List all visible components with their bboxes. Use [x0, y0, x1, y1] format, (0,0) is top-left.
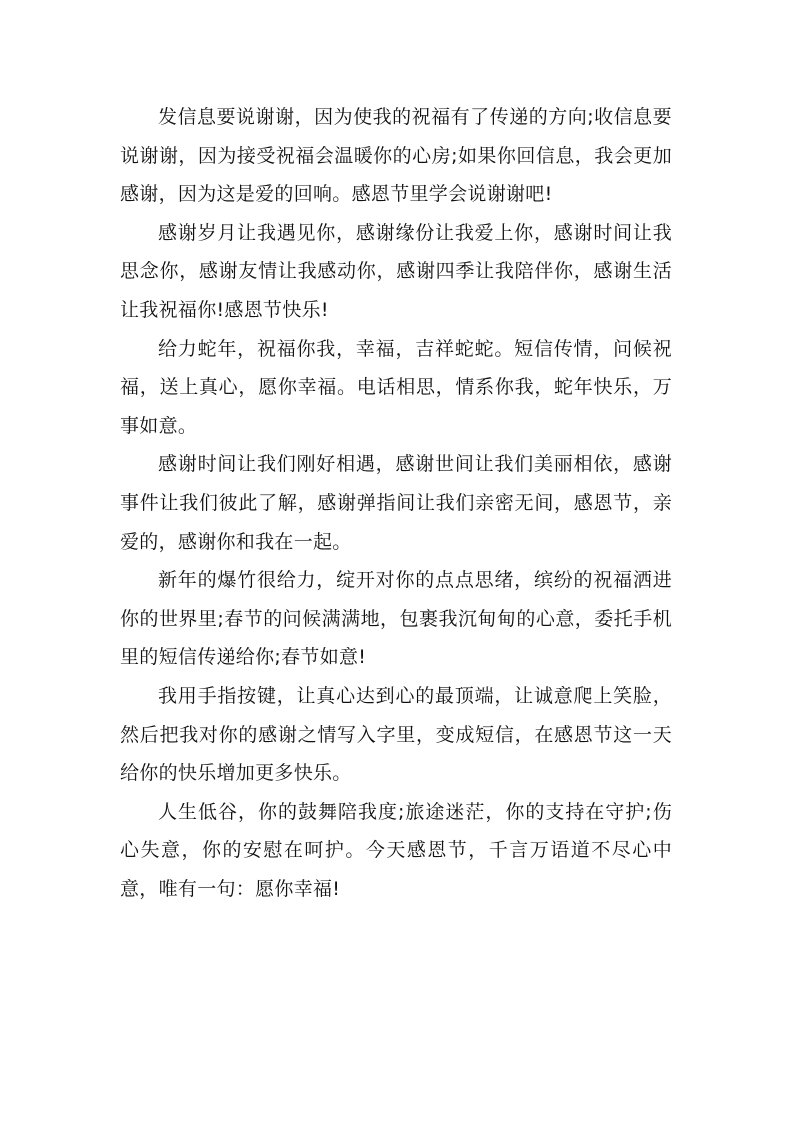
paragraph-5: 新年的爆竹很给力，绽开对你的点点思绪，缤纷的祝福洒进你的世界里;春节的问候满满地，包裹我沉甸甸的心意，委托手机里的短信传递给你;春节如意!: [120, 569, 672, 669]
paragraph-2: 感谢岁月让我遇见你，感谢缘份让我爱上你，感谢时间让我思念你，感谢友情让我感动你，感谢四季让我陪伴你，感谢生活让我祝福你!感恩节快乐!: [120, 221, 672, 321]
document-body: [120, 98, 672, 908]
paragraph-1: 发信息要说谢谢，因为使我的祝福有了传递的方向;收信息要说谢谢，因为接受祝福会温暖你的心房;如果你回信息，我会更加感谢，因为这是爱的回响。感恩节里学会说谢谢吧!: [120, 106, 672, 206]
paragraph-4: 感谢时间让我们刚好相遇，感谢世间让我们美丽相依，感谢事件让我们彼此了解，感谢弹指间让我们亲密无间，感恩节，亲爱的，感谢你和我在一起。: [120, 453, 672, 553]
paragraph-6: 我用手指按键，让真心达到心的最顶端，让诚意爬上笑脸，然后把我对你的感谢之情写入字里，变成短信，在感恩节这一天给你的快乐增加更多快乐。: [120, 684, 672, 785]
paragraph-7: 人生低谷，你的鼓舞陪我度;旅途迷茫，你的支持在守护;伤心失意，你的安慰在呵护。今天感恩节，千言万语道不尽心中意，唯有一句：愿你幸福!: [120, 800, 672, 900]
paragraph-3: 给力蛇年，祝福你我，幸福，吉祥蛇蛇。短信传情，问候祝福，送上真心，愿你幸福。电话相思，情系你我，蛇年快乐，万事如意。: [120, 337, 672, 437]
